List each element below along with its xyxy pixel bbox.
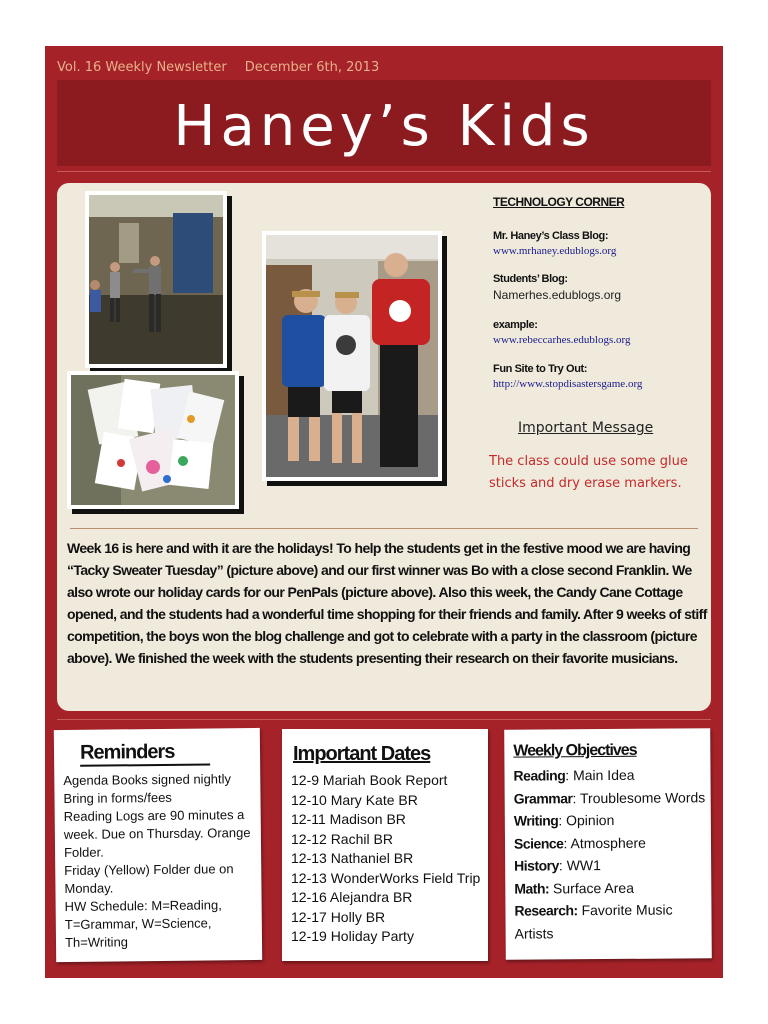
weekly-summary: Week 16 is here and with it are the holidays! To help the students get in the festive mood we are having “Tacky Sweater Tuesday” (picture above) and our first winner was Bo with a close second Franklin. We also wrote our holiday cards for our PenPals (picture above). Also this week, the Candy Cane Cottage opened, and the students had a wonderful time shopping for their friends and family. After 9 weeks of stiff competition, the boys won the blog challenge and got to celebrate with a party in the classroom (picture above). We finished the week with the students presenting their research on their favorite musicians. bbox=[67, 540, 707, 666]
weekly-objectives-title: Weekly Objectives bbox=[513, 741, 637, 760]
date-item: 12-9 Mariah Book Report bbox=[291, 772, 448, 788]
holiday-cards-image bbox=[71, 375, 235, 505]
objective-topic: Main Idea bbox=[572, 766, 635, 784]
reminder-item: Friday (Yellow) Folder due on Monday. bbox=[64, 861, 234, 896]
reminder-item: Agenda Books signed nightly bbox=[63, 771, 232, 788]
weekly-objectives-list bbox=[513, 763, 706, 944]
fun-site-label: Fun Site to Try Out: bbox=[493, 363, 588, 375]
date-item: 12-10 Mary Kate BR bbox=[291, 791, 418, 808]
reminder-item: Bring in forms/fees bbox=[63, 789, 172, 806]
objective-topic: Surface Area bbox=[552, 879, 635, 896]
reminder-item: HW Schedule: M=Reading, T=Grammar, W=Science, Th=Writing bbox=[64, 897, 222, 950]
fun-site-link[interactable]: http://www.stopdisastersgame.org bbox=[493, 378, 643, 390]
example-link[interactable]: www.rebeccarhes.edublogs.org bbox=[493, 334, 631, 346]
important-message-text: The class could use some glue sticks and dry erase markers. bbox=[489, 454, 688, 491]
objective-subject: Reading bbox=[513, 767, 566, 784]
objective-topic: Favorite Music Artists bbox=[514, 901, 673, 942]
objective-subject: History bbox=[514, 857, 559, 874]
students-blog-label: Students’ Blog: bbox=[493, 273, 568, 285]
technology-corner bbox=[493, 195, 708, 390]
objective-item: Science: Atmosphere bbox=[513, 834, 646, 852]
issue-date: December 6th, 2013 bbox=[244, 60, 380, 75]
objective-subject: Math: bbox=[514, 879, 550, 897]
classroom-dance-image bbox=[89, 195, 223, 364]
tacky-sweater-winners-photo bbox=[262, 231, 442, 481]
objective-subject: Grammar bbox=[513, 789, 573, 807]
classroom-dance-photo bbox=[85, 191, 227, 368]
objective-item: Writing: Opinion bbox=[513, 811, 615, 829]
objective-topic: WW1 bbox=[566, 857, 601, 874]
weekly-objectives-card bbox=[504, 728, 712, 959]
objective-topic: Atmosphere bbox=[570, 834, 646, 851]
holiday-cards-photo bbox=[67, 371, 239, 509]
objective-topic: Troublesome Words bbox=[579, 788, 706, 806]
reminders-title: Reminders bbox=[80, 740, 211, 766]
newsletter-page bbox=[45, 46, 723, 978]
important-dates-list bbox=[291, 771, 481, 947]
header-divider bbox=[57, 171, 711, 172]
title-banner bbox=[57, 80, 711, 166]
objective-item: Reading: Main Idea bbox=[513, 766, 635, 784]
date-item: 12-19 Holiday Party bbox=[291, 928, 414, 944]
objective-subject: Writing bbox=[513, 812, 559, 829]
main-content-panel bbox=[57, 183, 711, 711]
footer-divider bbox=[57, 719, 711, 720]
newsletter-meta bbox=[57, 60, 379, 75]
reminders-list bbox=[63, 770, 257, 952]
objective-item: History: WW1 bbox=[514, 857, 601, 874]
important-message-title: Important Message bbox=[518, 420, 654, 436]
example-label: example: bbox=[493, 319, 538, 331]
reminders-card bbox=[54, 728, 262, 962]
objective-topic: Opinion bbox=[566, 811, 615, 829]
content-divider bbox=[70, 528, 698, 529]
objective-item: Grammar: Troublesome Words bbox=[513, 788, 706, 807]
date-item: 12-13 Nathaniel BR bbox=[291, 850, 414, 866]
objective-subject: Science bbox=[513, 834, 564, 852]
reminder-item: Reading Logs are 90 minutes a week. Due on Thursday. Orange Folder. bbox=[63, 807, 251, 860]
volume-label: Vol. 16 Weekly Newsletter bbox=[57, 60, 227, 75]
tacky-sweater-winners-image bbox=[266, 235, 438, 477]
class-blog-link[interactable]: www.mrhaney.edublogs.org bbox=[493, 245, 617, 257]
date-item: 12-12 Rachil BR bbox=[291, 830, 393, 847]
date-item: 12-17 Holly BR bbox=[291, 908, 386, 925]
important-dates-title: Important Dates bbox=[293, 743, 431, 765]
newsletter-title: Haney’s Kids bbox=[173, 94, 595, 159]
technology-corner-heading: TECHNOLOGY CORNER bbox=[493, 195, 625, 209]
objective-item bbox=[514, 898, 706, 944]
objective-item bbox=[514, 876, 706, 900]
objective-subject: Research: bbox=[514, 902, 578, 919]
students-blog-value: Namerhes.edublogs.org bbox=[493, 288, 622, 302]
date-item: 12-11 Madison BR bbox=[291, 811, 406, 827]
date-item: 12-16 Alejandra BR bbox=[291, 889, 413, 905]
class-blog-label: Mr. Haney’s Class Blog: bbox=[493, 230, 609, 242]
date-item: 12-13 WonderWorks Field Trip bbox=[291, 869, 481, 886]
important-dates-card bbox=[282, 729, 488, 961]
